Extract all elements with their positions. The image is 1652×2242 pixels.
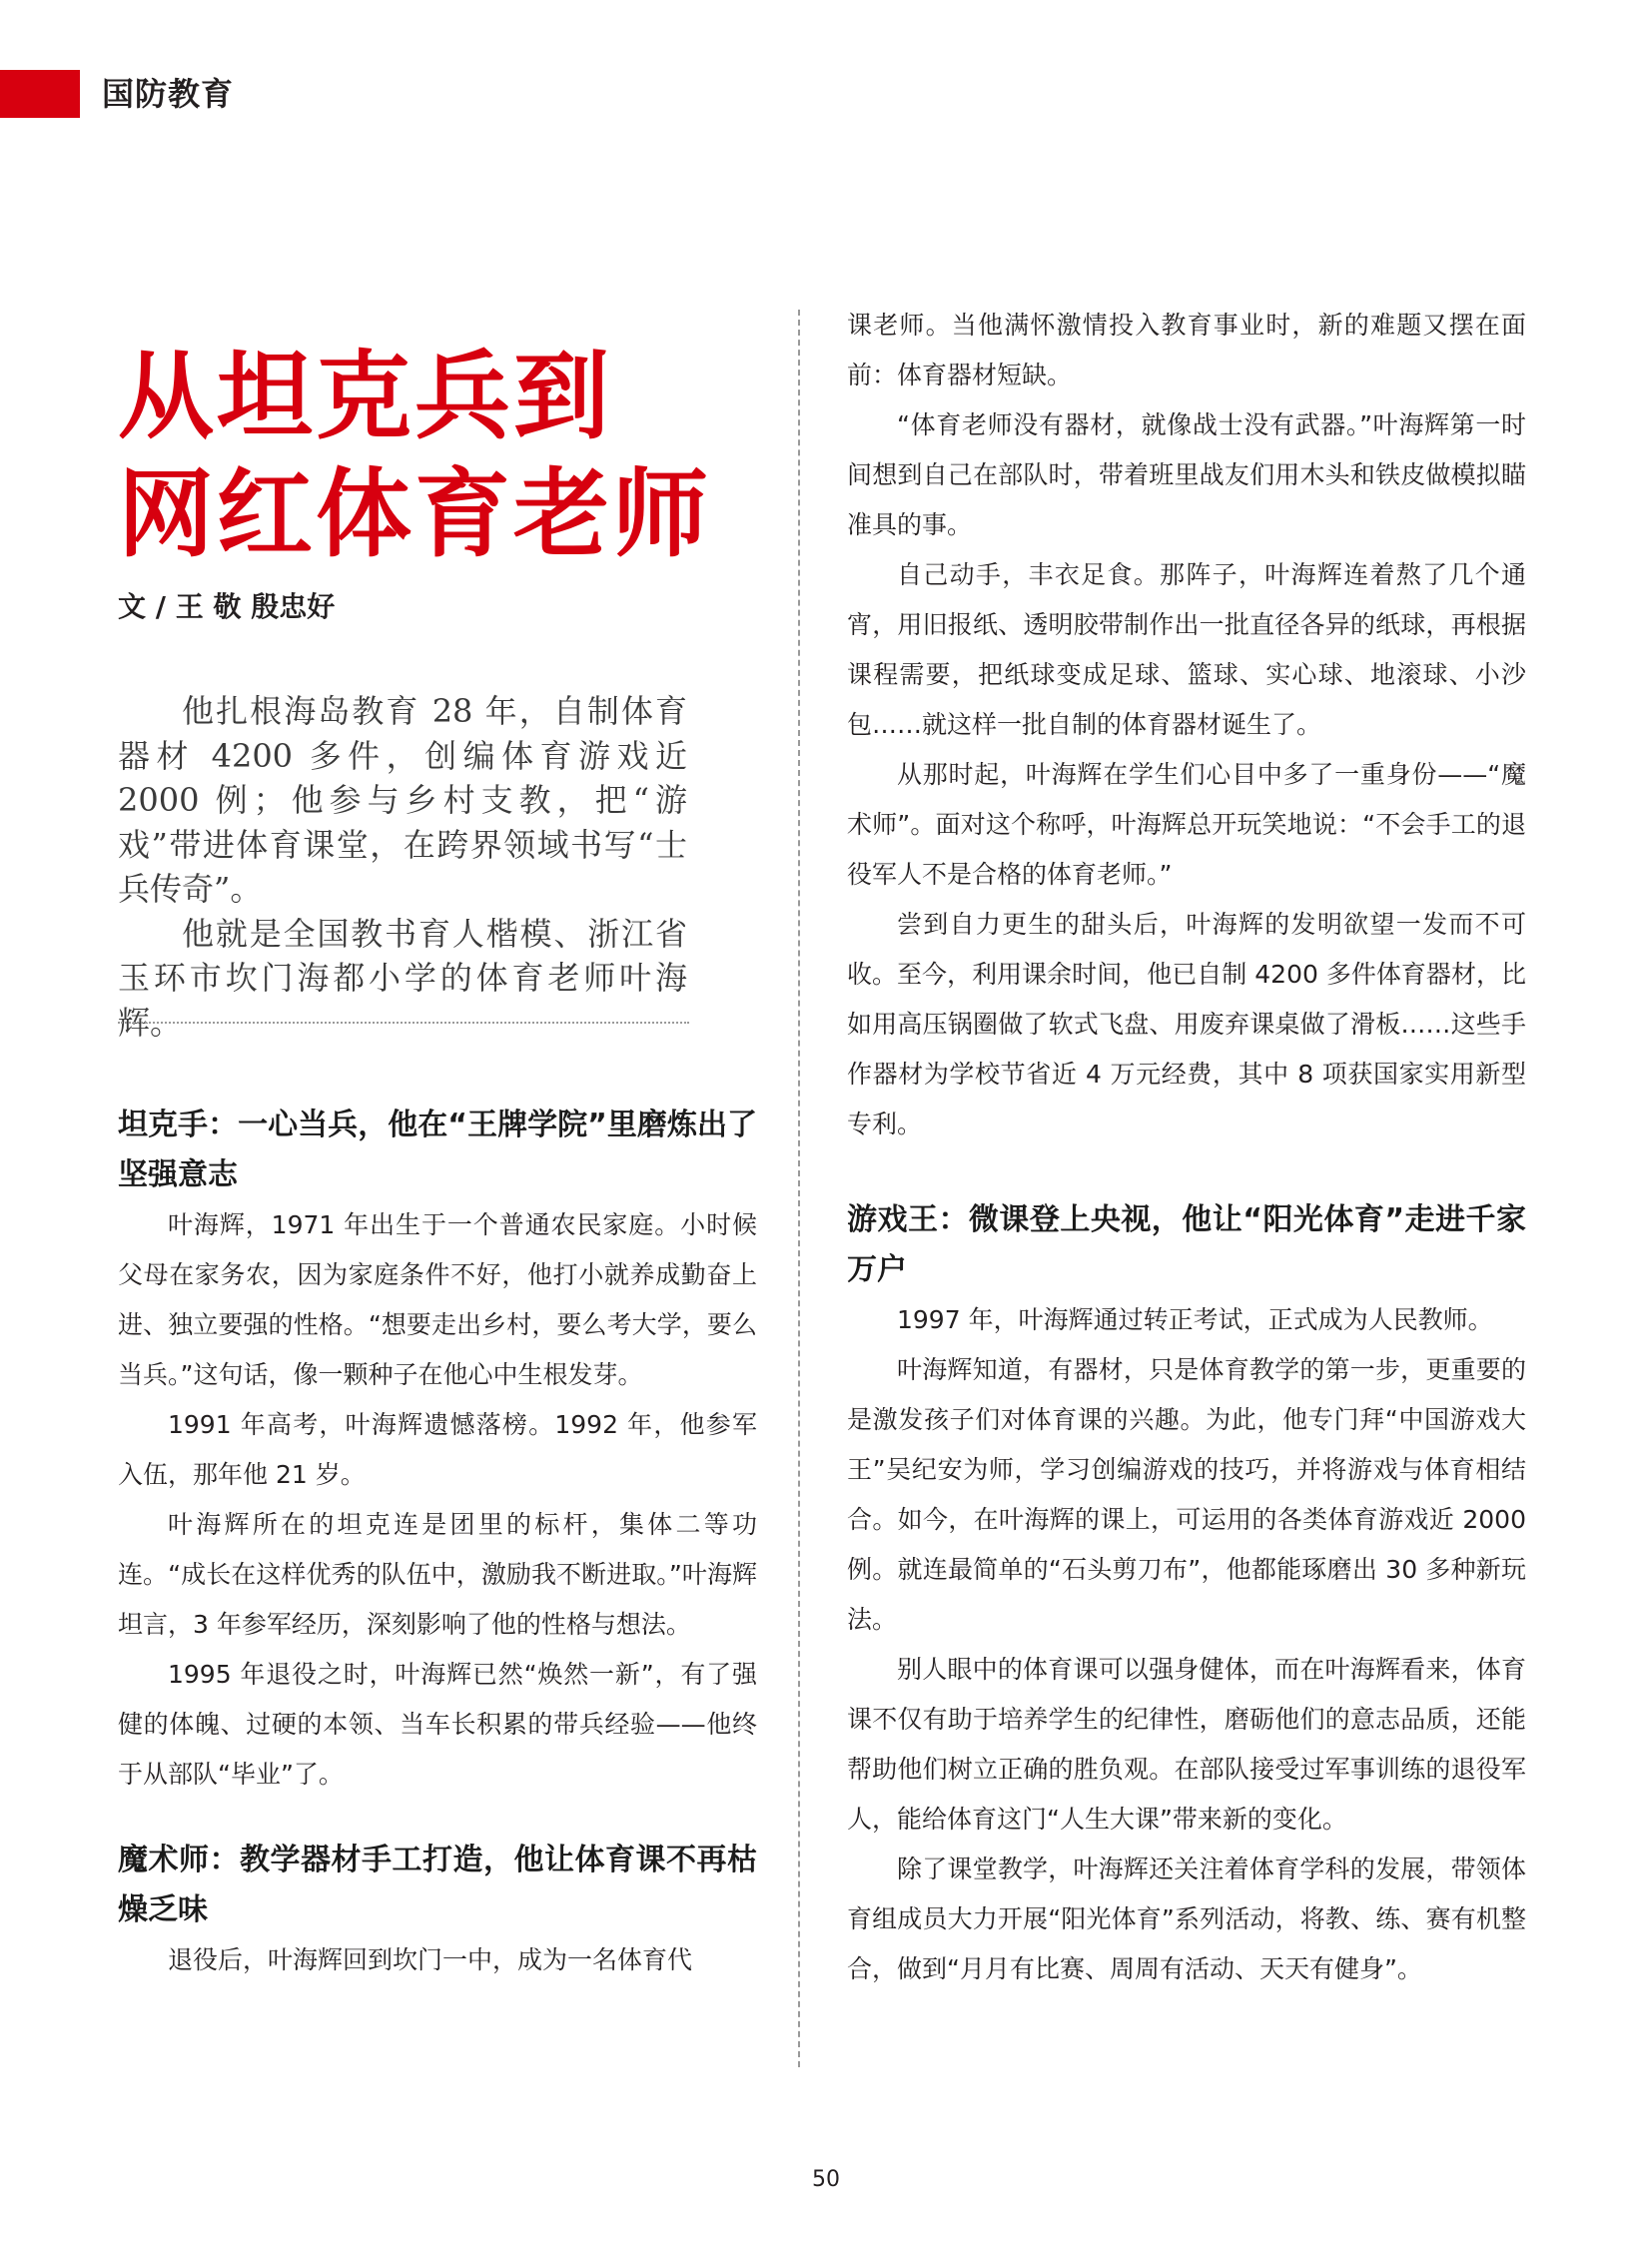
section-color-tab [0, 70, 80, 118]
article-title-line-2: 网红体育老师 [118, 458, 711, 570]
article-lead [118, 689, 687, 1045]
section-label: 国防教育 [102, 75, 235, 113]
section-heading-tank: 坦克手：一心当兵，他在“王牌学院”里磨炼出了坚强意志 [118, 1108, 757, 1192]
body-paragraph: 1995 年退役之时，叶海辉已然“焕然一新”，有了强健的体魄、过硬的本领、当车长积累的带兵经验——他终于从部队“毕业”了。 [118, 1660, 757, 1789]
column-divider [798, 310, 800, 2067]
body-paragraph: 叶海辉，1971 年出生于一个普通农民家庭。小时候父母在家务农，因为家庭条件不好，他打小就养成勤奋上进、独立要强的性格。“想要走出乡村，要么考大学，要么当兵。”这句话，像一颗种子在他心中生根发芽。 [118, 1210, 757, 1389]
author-byline: 文 / 王 敬 殷忠好 [118, 590, 336, 623]
page-number: 50 [812, 2167, 840, 2192]
body-paragraph: 自己动手，丰衣足食。那阵子，叶海辉连着熬了几个通宵，用旧报纸、透明胶带制作出一批直径各异的纸球，再根据课程需要，把纸球变成足球、篮球、实心球、地滚球、小沙包……就这样一批自制的体育器材诞生了。 [847, 560, 1526, 739]
body-paragraph: 从那时起，叶海辉在学生们心目中多了一重身份——“魔术师”。面对这个称呼，叶海辉总开玩笑地说：“不会手工的退役军人不是合格的体育老师。” [847, 760, 1526, 889]
article-title-line-1: 从坦克兵到 [118, 341, 612, 452]
body-paragraph: 叶海辉知道，有器材，只是体育教学的第一步，更重要的是激发孩子们对体育课的兴趣。为此，他专门拜“中国游戏大王”吴纪安为师，学习创编游戏的技巧，并将游戏与体育相结合。如今，在叶海辉的课上，可运用的各类体育游戏近 2000 例。就连最简单的“石头剪刀布”，他都能琢磨出 30 多种新玩法。 [847, 1355, 1526, 1634]
body-paragraph-continued: 课老师。当他满怀激情投入教育事业时，新的难题又摆在面前：体育器材短缺。 [847, 311, 1526, 389]
section-heading-magician: 魔术师：教学器材手工打造，他让体育课不再枯燥乏味 [118, 1843, 757, 1927]
section-heading-game-king: 游戏王：微课登上央视，他让“阳光体育”走进千家万户 [847, 1202, 1526, 1287]
body-paragraph: 别人眼中的体育课可以强身健体，而在叶海辉看来，体育课不仅有助于培养学生的纪律性，磨砺他们的意志品质，还能帮助他们树立正确的胜负观。在部队接受过军事训练的退役军人，能给体育这门“人生大课”带来新的变化。 [847, 1655, 1526, 1834]
right-column [847, 301, 1526, 1994]
body-paragraph: 尝到自力更生的甜头后，叶海辉的发明欲望一发而不可收。至今，利用课余时间，他已自制 4200 多件体育器材，比如用高压锅圈做了软式飞盘、用废弃课桌做了滑板……这些手作器材为学校节省近 4 万元经费，其中 8 项获国家实用新型专利。 [847, 910, 1526, 1138]
left-column [118, 1101, 757, 1985]
body-paragraph: “体育老师没有器材，就像战士没有武器。”叶海辉第一时间想到自己在部队时，带着班里战友们用木头和铁皮做模拟瞄准具的事。 [847, 410, 1526, 539]
article-title [118, 338, 711, 573]
body-paragraph: 1991 年高考，叶海辉遗憾落榜。1992 年，他参军入伍，那年他 21 岁。 [118, 1410, 757, 1489]
lead-paragraph: 他扎根海岛教育 28 年，自制体育器材 4200 多件，创编体育游戏近 2000 例；他参与乡村支教，把“游戏”带进体育课堂，在跨界领域书写“士兵传奇”。 [118, 692, 687, 908]
body-paragraph: 1997 年，叶海辉通过转正考试，正式成为人民教师。 [897, 1305, 1493, 1334]
lead-divider [118, 1022, 689, 1024]
body-paragraph: 退役后，叶海辉回到坎门一中，成为一名体育代 [168, 1945, 693, 1974]
body-paragraph: 叶海辉所在的坦克连是团里的标杆，集体二等功连。“成长在这样优秀的队伍中，激励我不断进取。”叶海辉坦言，3 年参军经历，深刻影响了他的性格与想法。 [118, 1510, 757, 1639]
lead-paragraph: 他就是全国教书育人楷模、浙江省玉环市坎门海都小学的体育老师叶海辉。 [118, 914, 687, 1042]
body-paragraph: 除了课堂教学，叶海辉还关注着体育学科的发展，带领体育组成员大力开展“阳光体育”系列活动，将教、练、赛有机整合，做到“月月有比赛、周周有活动、天天有健身”。 [847, 1855, 1526, 1983]
